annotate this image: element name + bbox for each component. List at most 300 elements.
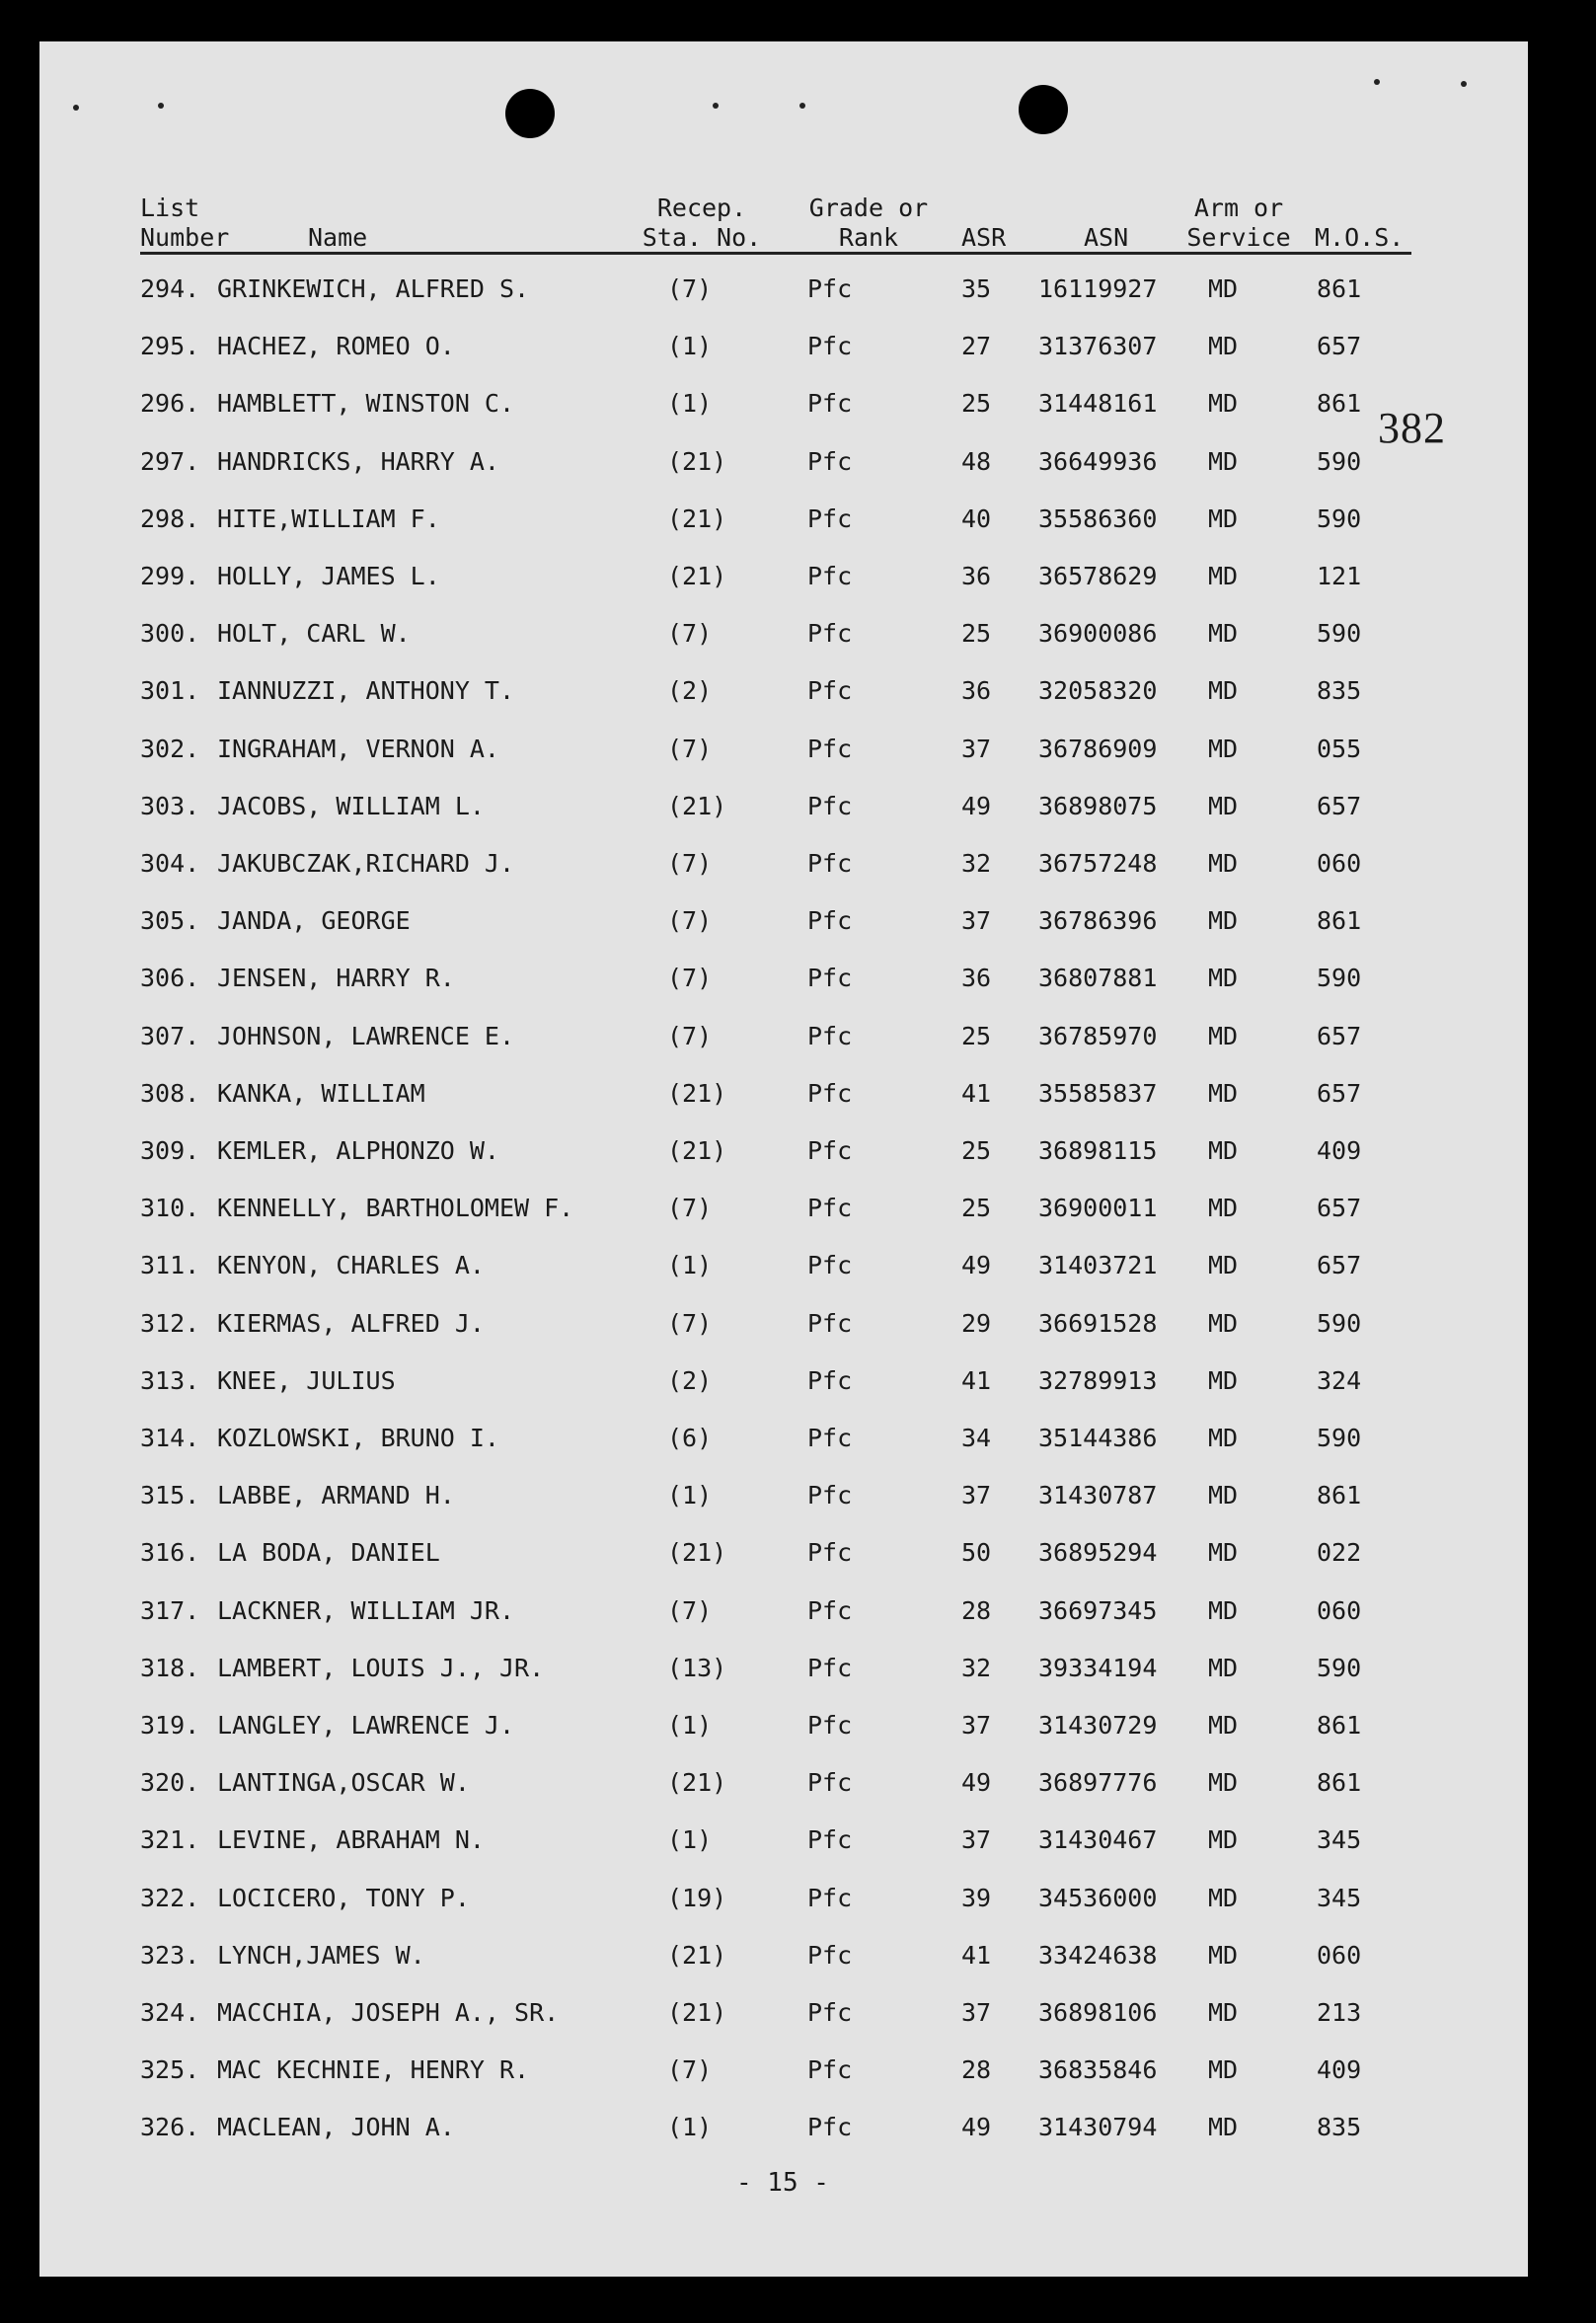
cell-name: JACOBS, WILLIAM L. xyxy=(217,791,485,820)
cell-rank: Pfc xyxy=(807,1998,853,2027)
table-row xyxy=(0,1309,1596,1347)
cell-rank: Pfc xyxy=(807,1021,853,1050)
cell-arm: MD xyxy=(1208,1825,1239,1855)
cell-name: LABBE, ARMAND H. xyxy=(217,1481,455,1510)
cell-asn: 36697345 xyxy=(1038,1595,1158,1625)
cell-mos: 861 xyxy=(1317,274,1362,303)
cell-sta: (1) xyxy=(667,1251,713,1280)
cell-sta: (21) xyxy=(667,1940,727,1970)
table-row xyxy=(0,676,1596,714)
cell-arm: MD xyxy=(1208,2113,1239,2142)
table-row xyxy=(0,964,1596,1001)
cell-asr: 49 xyxy=(961,2113,992,2142)
cell-rank: Pfc xyxy=(807,1481,853,1510)
cell-arm: MD xyxy=(1208,1940,1239,1970)
cell-sta: (21) xyxy=(667,1998,727,2027)
table-row xyxy=(0,1768,1596,1806)
cell-name: MACLEAN, JOHN A. xyxy=(217,2113,455,2142)
cell-asr: 41 xyxy=(961,1365,992,1395)
cell-name: JAKUBCZAK,RICHARD J. xyxy=(217,849,515,878)
header-rule xyxy=(140,252,1411,255)
cell-name: GRINKEWICH, ALFRED S. xyxy=(217,274,530,303)
cell-asn: 36835846 xyxy=(1038,2055,1158,2085)
cell-sta: (7) xyxy=(667,964,713,993)
cell-mos: 657 xyxy=(1317,332,1362,361)
cell-arm: MD xyxy=(1208,1595,1239,1625)
cell-arm: MD xyxy=(1208,446,1239,476)
cell-asr: 49 xyxy=(961,1251,992,1280)
table-row xyxy=(0,274,1596,312)
cell-sta: (21) xyxy=(667,446,727,476)
cell-asn: 31430787 xyxy=(1038,1481,1158,1510)
cell-arm: MD xyxy=(1208,1653,1239,1682)
cell-num: 322. xyxy=(140,1883,200,1912)
table-row xyxy=(0,1998,1596,2036)
table-row xyxy=(0,504,1596,542)
cell-asn: 33424638 xyxy=(1038,1940,1158,1970)
cell-arm: MD xyxy=(1208,964,1239,993)
cell-num: 300. xyxy=(140,619,200,649)
cell-mos: 409 xyxy=(1317,2055,1362,2085)
table-row xyxy=(0,1481,1596,1518)
cell-num: 298. xyxy=(140,503,200,533)
cell-asn: 36898075 xyxy=(1038,791,1158,820)
cell-asr: 39 xyxy=(961,1883,992,1912)
cell-arm: MD xyxy=(1208,734,1239,763)
cell-asr: 49 xyxy=(961,1768,992,1798)
cell-name: KIERMAS, ALFRED J. xyxy=(217,1308,485,1338)
speck xyxy=(1461,81,1467,87)
cell-asn: 36898115 xyxy=(1038,1136,1158,1165)
table-row xyxy=(0,2055,1596,2093)
cell-name: KENNELLY, BARTHOLOMEW F. xyxy=(217,1194,574,1223)
cell-asn: 31403721 xyxy=(1038,1251,1158,1280)
cell-sta: (7) xyxy=(667,1021,713,1050)
cell-asn: 36785970 xyxy=(1038,1021,1158,1050)
cell-arm: MD xyxy=(1208,1136,1239,1165)
table-row xyxy=(0,447,1596,485)
cell-name: HANDRICKS, HARRY A. xyxy=(217,446,499,476)
table-row xyxy=(0,1079,1596,1117)
cell-asn: 36900011 xyxy=(1038,1194,1158,1223)
cell-asn: 32058320 xyxy=(1038,676,1158,706)
cell-asr: 50 xyxy=(961,1538,992,1568)
table-row xyxy=(0,1654,1596,1691)
cell-rank: Pfc xyxy=(807,389,853,419)
cell-rank: Pfc xyxy=(807,676,853,706)
cell-arm: MD xyxy=(1208,1711,1239,1740)
cell-asn: 36895294 xyxy=(1038,1538,1158,1568)
cell-num: 324. xyxy=(140,1998,200,2027)
header-name: Name xyxy=(308,223,368,252)
cell-arm: MD xyxy=(1208,849,1239,878)
header-mos: M.O.S. xyxy=(1315,223,1405,252)
speck xyxy=(713,103,719,109)
cell-rank: Pfc xyxy=(807,332,853,361)
cell-mos: 345 xyxy=(1317,1883,1362,1912)
cell-name: HOLLY, JAMES L. xyxy=(217,562,440,590)
cell-name: JANDA, GEORGE xyxy=(217,906,411,936)
cell-num: 305. xyxy=(140,906,200,936)
cell-rank: Pfc xyxy=(807,2113,853,2142)
table-row xyxy=(0,562,1596,599)
cell-rank: Pfc xyxy=(807,1308,853,1338)
cell-mos: 060 xyxy=(1317,849,1362,878)
cell-name: KANKA, WILLIAM xyxy=(217,1078,425,1108)
cell-mos: 861 xyxy=(1317,906,1362,936)
header-rank: Grade or Rank xyxy=(808,194,929,252)
cell-arm: MD xyxy=(1208,906,1239,936)
cell-asr: 41 xyxy=(961,1078,992,1108)
cell-asn: 36807881 xyxy=(1038,964,1158,993)
cell-sta: (21) xyxy=(667,1078,727,1108)
page-number: - 15 - xyxy=(736,2168,829,2198)
cell-name: LANGLEY, LAWRENCE J. xyxy=(217,1711,515,1740)
cell-asr: 41 xyxy=(961,1940,992,1970)
table-row xyxy=(0,1022,1596,1059)
cell-num: 297. xyxy=(140,446,200,476)
cell-rank: Pfc xyxy=(807,1251,853,1280)
cell-mos: 590 xyxy=(1317,446,1362,476)
cell-arm: MD xyxy=(1208,389,1239,419)
cell-sta: (1) xyxy=(667,1825,713,1855)
cell-asr: 35 xyxy=(961,274,992,303)
cell-arm: MD xyxy=(1208,1998,1239,2027)
cell-arm: MD xyxy=(1208,1365,1239,1395)
cell-asn: 34536000 xyxy=(1038,1883,1158,1912)
cell-sta: (21) xyxy=(667,1538,727,1568)
cell-asn: 35586360 xyxy=(1038,503,1158,533)
cell-rank: Pfc xyxy=(807,849,853,878)
cell-mos: 324 xyxy=(1317,1365,1362,1395)
cell-mos: 590 xyxy=(1317,1653,1362,1682)
cell-asr: 37 xyxy=(961,734,992,763)
cell-num: 299. xyxy=(140,562,200,590)
cell-asr: 49 xyxy=(961,791,992,820)
cell-rank: Pfc xyxy=(807,1711,853,1740)
cell-rank: Pfc xyxy=(807,964,853,993)
cell-sta: (1) xyxy=(667,332,713,361)
cell-name: KEMLER, ALPHONZO W. xyxy=(217,1136,499,1165)
cell-mos: 861 xyxy=(1317,389,1362,419)
table-row xyxy=(0,1251,1596,1288)
cell-mos: 590 xyxy=(1317,1308,1362,1338)
cell-name: MAC KECHNIE, HENRY R. xyxy=(217,2055,530,2085)
cell-arm: MD xyxy=(1208,791,1239,820)
cell-name: KENYON, CHARLES A. xyxy=(217,1251,485,1280)
cell-asr: 25 xyxy=(961,1136,992,1165)
cell-asn: 31430467 xyxy=(1038,1825,1158,1855)
cell-rank: Pfc xyxy=(807,446,853,476)
table-row xyxy=(0,735,1596,772)
cell-rank: Pfc xyxy=(807,1825,853,1855)
cell-mos: 055 xyxy=(1317,734,1362,763)
cell-mos: 022 xyxy=(1317,1538,1362,1568)
cell-num: 307. xyxy=(140,1021,200,1050)
cell-num: 314. xyxy=(140,1424,200,1452)
cell-rank: Pfc xyxy=(807,1768,853,1798)
header-asr: ASR xyxy=(961,223,1007,252)
cell-sta: (7) xyxy=(667,1308,713,1338)
cell-mos: 657 xyxy=(1317,1251,1362,1280)
cell-name: HITE,WILLIAM F. xyxy=(217,503,440,533)
cell-sta: (21) xyxy=(667,1136,727,1165)
cell-sta: (1) xyxy=(667,1711,713,1740)
cell-asr: 32 xyxy=(961,849,992,878)
cell-num: 313. xyxy=(140,1365,200,1395)
cell-num: 308. xyxy=(140,1078,200,1108)
cell-asn: 36757248 xyxy=(1038,849,1158,878)
cell-sta: (7) xyxy=(667,849,713,878)
cell-mos: 657 xyxy=(1317,1078,1362,1108)
cell-asr: 29 xyxy=(961,1308,992,1338)
cell-arm: MD xyxy=(1208,1424,1239,1452)
cell-sta: (7) xyxy=(667,619,713,649)
cell-sta: (19) xyxy=(667,1883,727,1912)
cell-name: MACCHIA, JOSEPH A., SR. xyxy=(217,1998,560,2027)
table-row xyxy=(0,792,1596,829)
cell-mos: 590 xyxy=(1317,503,1362,533)
cell-asr: 32 xyxy=(961,1653,992,1682)
cell-asn: 16119927 xyxy=(1038,274,1158,303)
cell-num: 296. xyxy=(140,389,200,419)
cell-mos: 345 xyxy=(1317,1825,1362,1855)
cell-sta: (7) xyxy=(667,2055,713,2085)
cell-mos: 213 xyxy=(1317,1998,1362,2027)
cell-rank: Pfc xyxy=(807,562,853,590)
cell-arm: MD xyxy=(1208,619,1239,649)
table-row xyxy=(0,1538,1596,1576)
cell-rank: Pfc xyxy=(807,791,853,820)
cell-asn: 36897776 xyxy=(1038,1768,1158,1798)
speck xyxy=(73,105,79,111)
cell-sta: (21) xyxy=(667,1768,727,1798)
table-row xyxy=(0,1941,1596,1978)
table-row xyxy=(0,332,1596,369)
cell-num: 316. xyxy=(140,1538,200,1568)
cell-mos: 835 xyxy=(1317,2113,1362,2142)
cell-arm: MD xyxy=(1208,503,1239,533)
cell-sta: (13) xyxy=(667,1653,727,1682)
cell-rank: Pfc xyxy=(807,1538,853,1568)
cell-name: IANNUZZI, ANTHONY T. xyxy=(217,676,515,706)
cell-num: 312. xyxy=(140,1308,200,1338)
cell-sta: (7) xyxy=(667,734,713,763)
cell-mos: 657 xyxy=(1317,791,1362,820)
cell-arm: MD xyxy=(1208,1481,1239,1510)
cell-asn: 35144386 xyxy=(1038,1424,1158,1452)
cell-name: JOHNSON, LAWRENCE E. xyxy=(217,1021,515,1050)
cell-rank: Pfc xyxy=(807,1883,853,1912)
header-arm: Arm or Service xyxy=(1186,194,1291,252)
cell-arm: MD xyxy=(1208,1538,1239,1568)
cell-rank: Pfc xyxy=(807,619,853,649)
cell-arm: MD xyxy=(1208,1078,1239,1108)
punch-hole xyxy=(1019,85,1068,134)
cell-num: 295. xyxy=(140,332,200,361)
cell-asn: 36898106 xyxy=(1038,1998,1158,2027)
cell-asn: 36691528 xyxy=(1038,1308,1158,1338)
cell-num: 323. xyxy=(140,1940,200,1970)
page-stamp: 382 xyxy=(1378,404,1446,452)
table-row xyxy=(0,1136,1596,1174)
cell-arm: MD xyxy=(1208,1308,1239,1338)
cell-name: LA BODA, DANIEL xyxy=(217,1538,440,1568)
cell-mos: 657 xyxy=(1317,1021,1362,1050)
cell-num: 303. xyxy=(140,791,200,820)
cell-sta: (7) xyxy=(667,274,713,303)
cell-arm: MD xyxy=(1208,1768,1239,1798)
cell-asr: 37 xyxy=(961,1998,992,2027)
cell-name: LYNCH,JAMES W. xyxy=(217,1940,425,1970)
cell-asr: 37 xyxy=(961,1481,992,1510)
cell-arm: MD xyxy=(1208,1251,1239,1280)
cell-sta: (1) xyxy=(667,389,713,419)
table-row xyxy=(0,1424,1596,1461)
cell-mos: 590 xyxy=(1317,964,1362,993)
cell-sta: (7) xyxy=(667,1194,713,1223)
cell-num: 301. xyxy=(140,676,200,706)
table-row xyxy=(0,389,1596,426)
cell-num: 304. xyxy=(140,849,200,878)
cell-mos: 835 xyxy=(1317,676,1362,706)
table-row xyxy=(0,1884,1596,1921)
cell-num: 302. xyxy=(140,734,200,763)
cell-asr: 25 xyxy=(961,389,992,419)
cell-num: 306. xyxy=(140,964,200,993)
table-row xyxy=(0,1596,1596,1634)
cell-rank: Pfc xyxy=(807,2055,853,2085)
cell-name: HOLT, CARL W. xyxy=(217,619,411,649)
cell-name: LEVINE, ABRAHAM N. xyxy=(217,1825,485,1855)
cell-num: 311. xyxy=(140,1251,200,1280)
cell-asr: 36 xyxy=(961,562,992,590)
cell-asn: 36649936 xyxy=(1038,446,1158,476)
cell-arm: MD xyxy=(1208,1883,1239,1912)
cell-asr: 34 xyxy=(961,1424,992,1452)
cell-sta: (21) xyxy=(667,503,727,533)
cell-asn: 36786396 xyxy=(1038,906,1158,936)
punch-hole xyxy=(505,89,555,138)
cell-name: LACKNER, WILLIAM JR. xyxy=(217,1595,515,1625)
cell-num: 309. xyxy=(140,1136,200,1165)
cell-num: 319. xyxy=(140,1711,200,1740)
cell-rank: Pfc xyxy=(807,1194,853,1223)
cell-asr: 40 xyxy=(961,503,992,533)
cell-asr: 37 xyxy=(961,1711,992,1740)
cell-num: 294. xyxy=(140,274,200,303)
header-list-number: List Number xyxy=(140,194,230,252)
cell-arm: MD xyxy=(1208,274,1239,303)
cell-asr: 25 xyxy=(961,619,992,649)
cell-asr: 25 xyxy=(961,1194,992,1223)
cell-asn: 31448161 xyxy=(1038,389,1158,419)
cell-asn: 36578629 xyxy=(1038,562,1158,590)
cell-name: KNEE, JULIUS xyxy=(217,1365,396,1395)
cell-sta: (1) xyxy=(667,1481,713,1510)
cell-sta: (2) xyxy=(667,1365,713,1395)
table-row xyxy=(0,2113,1596,2150)
cell-rank: Pfc xyxy=(807,906,853,936)
cell-rank: Pfc xyxy=(807,1365,853,1395)
table-row xyxy=(0,906,1596,944)
cell-sta: (21) xyxy=(667,562,727,590)
cell-rank: Pfc xyxy=(807,1595,853,1625)
cell-num: 325. xyxy=(140,2055,200,2085)
cell-asr: 27 xyxy=(961,332,992,361)
cell-mos: 121 xyxy=(1317,562,1362,590)
table-row xyxy=(0,849,1596,887)
cell-mos: 590 xyxy=(1317,619,1362,649)
cell-arm: MD xyxy=(1208,676,1239,706)
cell-name: LAMBERT, LOUIS J., JR. xyxy=(217,1653,545,1682)
table-row xyxy=(0,1366,1596,1404)
cell-sta: (6) xyxy=(667,1424,713,1452)
cell-asn: 39334194 xyxy=(1038,1653,1158,1682)
cell-num: 326. xyxy=(140,2113,200,2142)
cell-asr: 28 xyxy=(961,1595,992,1625)
table-row xyxy=(0,619,1596,657)
cell-mos: 861 xyxy=(1317,1481,1362,1510)
table-row xyxy=(0,1711,1596,1748)
cell-rank: Pfc xyxy=(807,734,853,763)
cell-mos: 590 xyxy=(1317,1424,1362,1452)
cell-asr: 37 xyxy=(961,1825,992,1855)
cell-sta: (21) xyxy=(667,791,727,820)
cell-mos: 861 xyxy=(1317,1768,1362,1798)
cell-sta: (7) xyxy=(667,906,713,936)
cell-rank: Pfc xyxy=(807,503,853,533)
cell-name: INGRAHAM, VERNON A. xyxy=(217,734,499,763)
cell-asn: 31430729 xyxy=(1038,1711,1158,1740)
cell-num: 310. xyxy=(140,1194,200,1223)
cell-arm: MD xyxy=(1208,562,1239,590)
speck xyxy=(799,103,805,109)
cell-asr: 36 xyxy=(961,964,992,993)
cell-mos: 409 xyxy=(1317,1136,1362,1165)
cell-name: LOCICERO, TONY P. xyxy=(217,1883,470,1912)
cell-rank: Pfc xyxy=(807,274,853,303)
cell-sta: (2) xyxy=(667,676,713,706)
cell-asn: 31430794 xyxy=(1038,2113,1158,2142)
header-sta: Recep. Sta. No. xyxy=(642,194,762,252)
cell-asr: 36 xyxy=(961,676,992,706)
table-row xyxy=(0,1194,1596,1231)
cell-num: 318. xyxy=(140,1653,200,1682)
cell-asr: 28 xyxy=(961,2055,992,2085)
cell-name: JENSEN, HARRY R. xyxy=(217,964,455,993)
cell-asr: 37 xyxy=(961,906,992,936)
cell-asn: 35585837 xyxy=(1038,1078,1158,1108)
cell-asr: 25 xyxy=(961,1021,992,1050)
cell-num: 321. xyxy=(140,1825,200,1855)
cell-num: 317. xyxy=(140,1595,200,1625)
cell-asn: 36786909 xyxy=(1038,734,1158,763)
cell-name: LANTINGA,OSCAR W. xyxy=(217,1768,470,1798)
cell-arm: MD xyxy=(1208,2055,1239,2085)
cell-mos: 861 xyxy=(1317,1711,1362,1740)
cell-arm: MD xyxy=(1208,332,1239,361)
cell-mos: 060 xyxy=(1317,1595,1362,1625)
cell-num: 320. xyxy=(140,1768,200,1798)
cell-name: KOZLOWSKI, BRUNO I. xyxy=(217,1424,499,1452)
cell-asn: 36900086 xyxy=(1038,619,1158,649)
table-row xyxy=(0,1825,1596,1863)
cell-rank: Pfc xyxy=(807,1136,853,1165)
speck xyxy=(158,103,164,109)
cell-mos: 657 xyxy=(1317,1194,1362,1223)
cell-asr: 48 xyxy=(961,446,992,476)
